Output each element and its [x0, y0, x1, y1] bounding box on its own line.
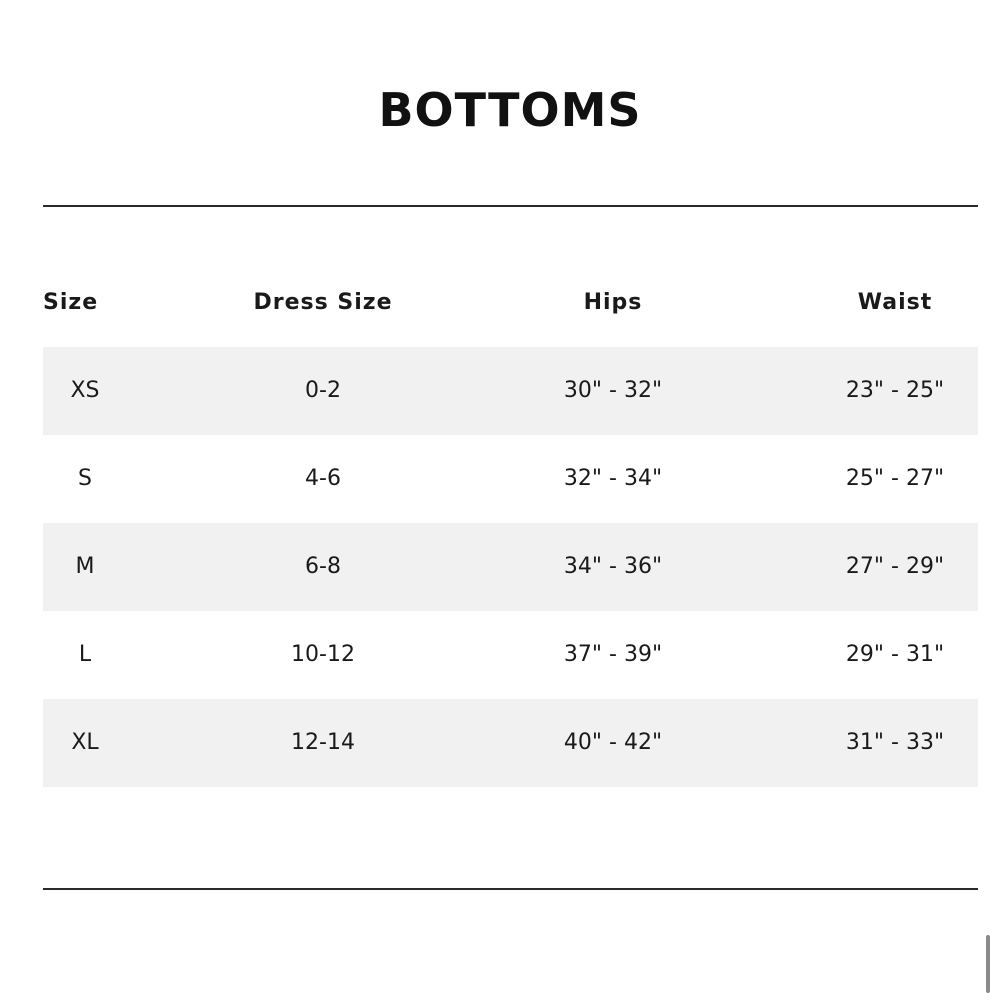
top-divider — [43, 205, 978, 207]
cell-size: M — [75, 554, 95, 579]
cell-size: XL — [71, 730, 99, 755]
vertical-scrollbar[interactable] — [986, 935, 990, 993]
cell-dress-size: 4-6 — [305, 466, 341, 491]
header-size: Size — [43, 290, 99, 315]
table-row — [43, 435, 978, 523]
cell-waist: 25" - 27" — [845, 466, 945, 491]
cell-dress-size: 12-14 — [291, 730, 355, 755]
cell-dress-size: 10-12 — [291, 642, 355, 667]
cell-size: S — [78, 466, 92, 491]
bottom-divider — [43, 888, 978, 890]
table-header-row — [43, 275, 978, 330]
header-waist: Waist — [857, 290, 933, 315]
table-row — [43, 347, 978, 435]
cell-waist: 27" - 29" — [845, 554, 945, 579]
cell-hips: 37" - 39" — [563, 642, 663, 667]
header-dress-size: Dress Size — [253, 290, 393, 315]
page-title: BOTTOMS — [378, 83, 642, 137]
cell-dress-size: 0-2 — [305, 378, 341, 403]
cell-hips: 32" - 34" — [563, 466, 663, 491]
cell-waist: 29" - 31" — [845, 642, 945, 667]
cell-waist: 31" - 33" — [845, 730, 945, 755]
header-hips: Hips — [583, 290, 643, 315]
cell-hips: 34" - 36" — [563, 554, 663, 579]
cell-size: XS — [70, 378, 100, 403]
table-row — [43, 523, 978, 611]
table-body — [43, 347, 978, 787]
cell-hips: 40" - 42" — [563, 730, 663, 755]
table-row — [43, 611, 978, 699]
cell-dress-size: 6-8 — [305, 554, 341, 579]
size-chart-table — [43, 275, 978, 755]
cell-size: L — [78, 642, 92, 667]
table-row — [43, 699, 978, 787]
cell-waist: 23" - 25" — [845, 378, 945, 403]
cell-hips: 30" - 32" — [563, 378, 663, 403]
